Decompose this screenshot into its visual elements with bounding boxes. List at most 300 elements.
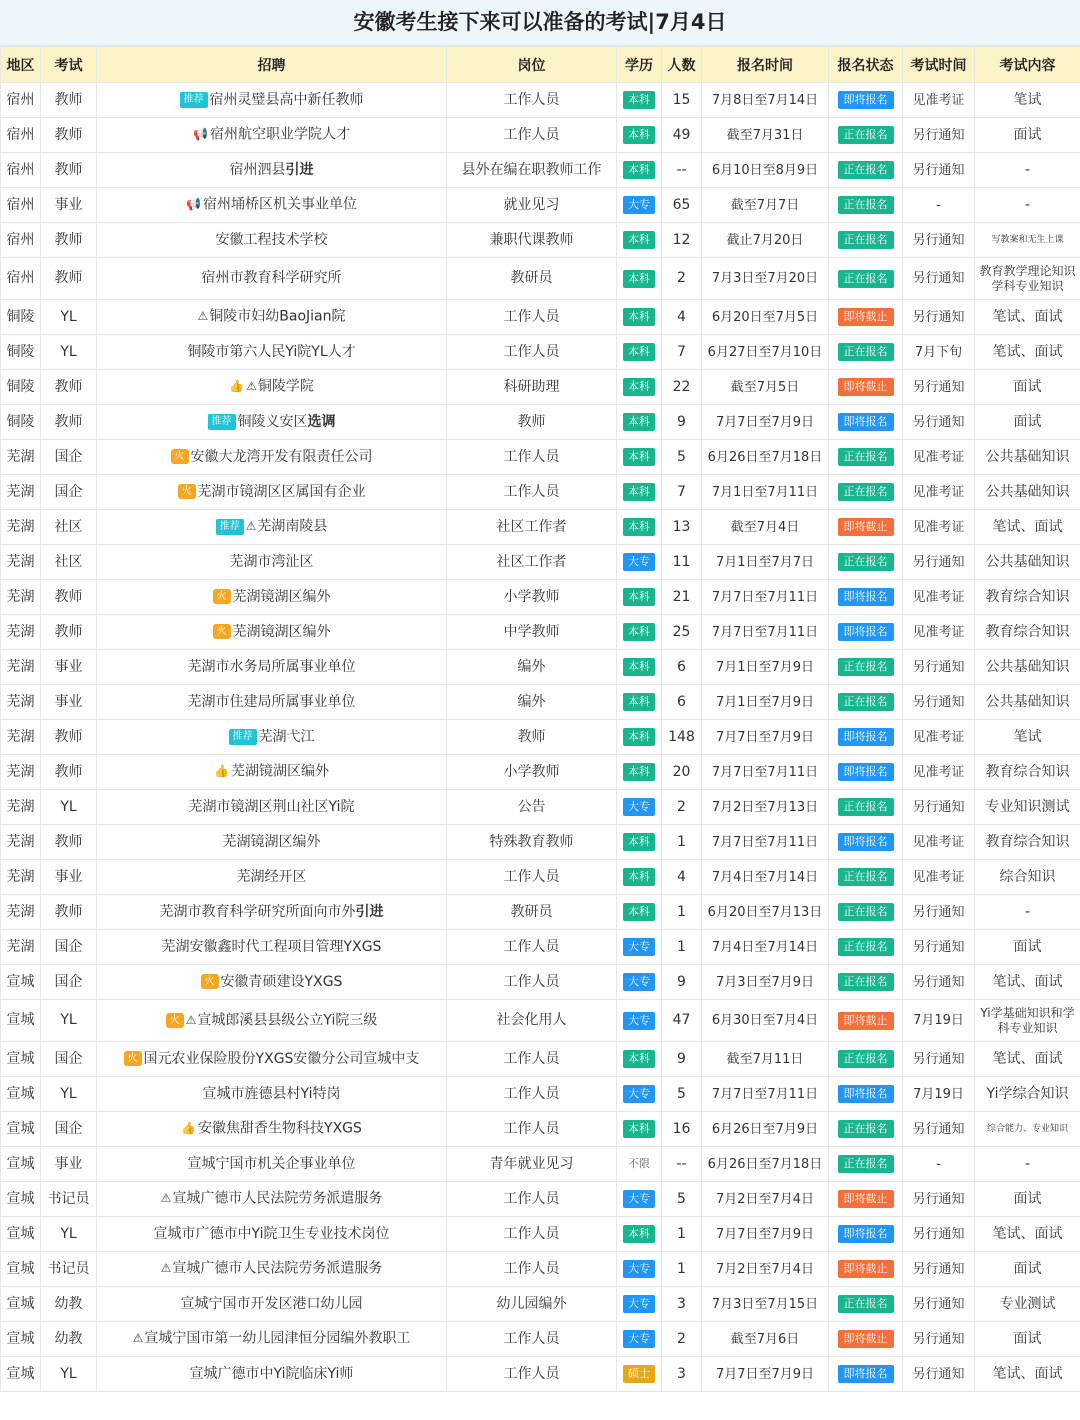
table-row xyxy=(1,1287,1080,1322)
cell-education xyxy=(617,1000,662,1042)
education-badge: 本科 xyxy=(623,91,655,109)
table-row xyxy=(1,545,1080,580)
cell-count: 5 xyxy=(662,1182,702,1217)
education-badge: 本科 xyxy=(623,378,655,396)
cell-education xyxy=(617,720,662,755)
warning-icon: ⚠ xyxy=(245,519,257,534)
table-row xyxy=(1,370,1080,405)
recruit-name: 芜湖市镜湖区区属国有企业 xyxy=(197,483,366,500)
cell-count: 49 xyxy=(662,118,702,153)
cell-exam-content: - xyxy=(975,188,1080,223)
cell-exam: YL xyxy=(41,300,97,335)
cell-status xyxy=(829,965,903,1000)
cell-exam: 社区 xyxy=(41,545,97,580)
cell-signup-time: 截至7月11日 xyxy=(702,1042,829,1077)
warning-icon: ⚠ xyxy=(160,1261,172,1276)
education-badge: 大专 xyxy=(623,973,655,991)
speaker-icon: 📢 xyxy=(193,127,208,142)
cell-recruit[interactable] xyxy=(97,1042,447,1077)
cell-exam-time: 另行通知 xyxy=(903,258,975,300)
cell-education xyxy=(617,860,662,895)
education-badge: 本科 xyxy=(623,1225,655,1243)
cell-education xyxy=(617,895,662,930)
table-row xyxy=(1,650,1080,685)
cell-recruit[interactable] xyxy=(97,370,447,405)
cell-post: 社区工作者 xyxy=(447,510,617,545)
cell-post: 工作人员 xyxy=(447,1042,617,1077)
cell-exam: YL xyxy=(41,1217,97,1252)
status-badge: 即将截止 xyxy=(838,1190,894,1208)
recruit-highlight: 引进 xyxy=(355,903,384,920)
status-badge: 即将报名 xyxy=(838,413,894,431)
cell-count: 3 xyxy=(662,1357,702,1392)
cell-education xyxy=(617,930,662,965)
cell-count: 9 xyxy=(662,405,702,440)
cell-count: 6 xyxy=(662,650,702,685)
cell-post: 社会化用人 xyxy=(447,1000,617,1042)
education-badge: 本科 xyxy=(623,833,655,851)
cell-exam-time: 另行通知 xyxy=(903,1112,975,1147)
cell-education xyxy=(617,258,662,300)
cell-region: 芜湖 xyxy=(1,860,41,895)
cell-recruit[interactable] xyxy=(97,1322,447,1357)
recruit-name: 宣城宁国市第一幼儿园津恒分园编外教职工 xyxy=(144,1330,411,1347)
table-row xyxy=(1,685,1080,720)
table-row xyxy=(1,153,1080,188)
cell-recruit[interactable] xyxy=(97,965,447,1000)
education-badge: 大专 xyxy=(623,1190,655,1208)
cell-education xyxy=(617,153,662,188)
exam-table xyxy=(0,46,1080,1392)
cell-signup-time: 6月26日至7月18日 xyxy=(702,440,829,475)
cell-status xyxy=(829,1357,903,1392)
cell-education xyxy=(617,475,662,510)
header-education: 学历 xyxy=(617,47,662,83)
header-post: 岗位 xyxy=(447,47,617,83)
cell-recruit[interactable] xyxy=(97,475,447,510)
cell-exam-content: 面试 xyxy=(975,118,1080,153)
cell-post: 工作人员 xyxy=(447,475,617,510)
recruit-name: 宣城宁国市机关企事业单位 xyxy=(187,1155,356,1172)
education-badge: 本科 xyxy=(623,518,655,536)
cell-post: 工作人员 xyxy=(447,1182,617,1217)
cell-signup-time: 截至7月5日 xyxy=(702,370,829,405)
cell-exam-time: 见准考证 xyxy=(903,755,975,790)
cell-signup-time: 7月1日至7月11日 xyxy=(702,475,829,510)
cell-exam-content: 写教案和无生上课 xyxy=(975,223,1080,258)
table-header-row xyxy=(1,47,1080,83)
recommend-badge: 推荐 xyxy=(229,729,257,745)
status-badge: 正在报名 xyxy=(838,483,894,501)
cell-recruit[interactable] xyxy=(97,790,447,825)
cell-signup-time: 7月3日至7月9日 xyxy=(702,965,829,1000)
cell-signup-time: 7月8日至7月14日 xyxy=(702,83,829,118)
thumbs-up-icon: 👍 xyxy=(229,379,245,394)
cell-recruit[interactable] xyxy=(97,153,447,188)
education-badge: 本科 xyxy=(623,343,655,361)
cell-post: 教研员 xyxy=(447,258,617,300)
cell-post: 工作人员 xyxy=(447,440,617,475)
cell-education xyxy=(617,755,662,790)
cell-region: 宣城 xyxy=(1,1000,41,1042)
cell-education xyxy=(617,223,662,258)
cell-exam-time: 另行通知 xyxy=(903,930,975,965)
cell-region: 宣城 xyxy=(1,1182,41,1217)
cell-recruit[interactable] xyxy=(97,83,447,118)
table-row xyxy=(1,1217,1080,1252)
cell-recruit[interactable] xyxy=(97,580,447,615)
cell-post: 兼职代课教师 xyxy=(447,223,617,258)
cell-exam: 教师 xyxy=(41,720,97,755)
cell-status xyxy=(829,223,903,258)
cell-exam-time: 见准考证 xyxy=(903,860,975,895)
cell-signup-time: 截至7月6日 xyxy=(702,1322,829,1357)
table-row xyxy=(1,1182,1080,1217)
recruit-name: 芜湖市住建局所属事业单位 xyxy=(187,693,356,710)
cell-exam-content: 教育教学理论知识学科专业知识 xyxy=(975,258,1080,300)
cell-post: 工作人员 xyxy=(447,1322,617,1357)
table-row xyxy=(1,930,1080,965)
header-count: 人数 xyxy=(662,47,702,83)
cell-recruit[interactable] xyxy=(97,223,447,258)
cell-exam-time: 另行通知 xyxy=(903,1252,975,1287)
cell-education xyxy=(617,545,662,580)
cell-exam-time: 另行通知 xyxy=(903,965,975,1000)
cell-recruit[interactable] xyxy=(97,650,447,685)
cell-recruit[interactable] xyxy=(97,405,447,440)
cell-status xyxy=(829,1217,903,1252)
cell-count: 148 xyxy=(662,720,702,755)
thumbs-up-icon: 👍 xyxy=(181,1121,197,1136)
status-badge: 正在报名 xyxy=(838,270,894,288)
cell-count: 15 xyxy=(662,83,702,118)
table-row xyxy=(1,258,1080,300)
cell-region: 宿州 xyxy=(1,118,41,153)
status-badge: 正在报名 xyxy=(838,231,894,249)
cell-post: 小学教师 xyxy=(447,580,617,615)
cell-education xyxy=(617,188,662,223)
cell-post: 就业见习 xyxy=(447,188,617,223)
cell-exam-time: 7月19日 xyxy=(903,1000,975,1042)
fire-icon: 火 xyxy=(213,624,231,639)
cell-signup-time: 6月20日至7月13日 xyxy=(702,895,829,930)
table-row xyxy=(1,615,1080,650)
cell-exam-content: 笔试、面试 xyxy=(975,510,1080,545)
cell-recruit[interactable] xyxy=(97,860,447,895)
cell-exam-time: 7月下旬 xyxy=(903,335,975,370)
cell-education xyxy=(617,1182,662,1217)
cell-count: 5 xyxy=(662,1077,702,1112)
cell-status xyxy=(829,545,903,580)
cell-education xyxy=(617,825,662,860)
cell-education xyxy=(617,1147,662,1182)
cell-signup-time: 7月7日至7月9日 xyxy=(702,405,829,440)
cell-exam-content: 笔试 xyxy=(975,720,1080,755)
cell-signup-time: 7月7日至7月11日 xyxy=(702,825,829,860)
cell-signup-time: 截至7月4日 xyxy=(702,510,829,545)
cell-recruit[interactable] xyxy=(97,1357,447,1392)
warning-icon: ⚠ xyxy=(197,309,209,324)
cell-post: 小学教师 xyxy=(447,755,617,790)
status-badge: 即将报名 xyxy=(838,91,894,109)
education-badge: 大专 xyxy=(623,1330,655,1348)
recruit-name: 铜陵学院 xyxy=(257,378,314,395)
cell-recruit[interactable] xyxy=(97,1112,447,1147)
cell-exam-time: 另行通知 xyxy=(903,1322,975,1357)
cell-status xyxy=(829,1077,903,1112)
education-badge: 本科 xyxy=(623,588,655,606)
education-badge: 本科 xyxy=(623,903,655,921)
cell-recruit[interactable] xyxy=(97,1147,447,1182)
cell-exam-content: - xyxy=(975,1147,1080,1182)
cell-exam-time: 另行通知 xyxy=(903,223,975,258)
status-badge: 即将报名 xyxy=(838,1225,894,1243)
cell-exam: YL xyxy=(41,790,97,825)
cell-post: 教师 xyxy=(447,405,617,440)
education-badge: 本科 xyxy=(623,126,655,144)
cell-count: 9 xyxy=(662,965,702,1000)
cell-status xyxy=(829,153,903,188)
cell-exam-time: 见准考证 xyxy=(903,580,975,615)
cell-post: 工作人员 xyxy=(447,1112,617,1147)
status-badge: 正在报名 xyxy=(838,1295,894,1313)
table-row xyxy=(1,1042,1080,1077)
education-badge: 本科 xyxy=(623,483,655,501)
cell-status xyxy=(829,1147,903,1182)
cell-exam-time: 另行通知 xyxy=(903,790,975,825)
recruit-name: 芜湖镜湖区编外 xyxy=(222,833,321,850)
cell-recruit[interactable] xyxy=(97,118,447,153)
header-exam-content: 考试内容 xyxy=(975,47,1080,83)
cell-recruit[interactable] xyxy=(97,825,447,860)
cell-exam-time: 见准考证 xyxy=(903,720,975,755)
cell-status xyxy=(829,825,903,860)
cell-recruit[interactable] xyxy=(97,1182,447,1217)
status-badge: 即将报名 xyxy=(838,1365,894,1383)
header-exam: 考试 xyxy=(41,47,97,83)
cell-recruit[interactable] xyxy=(97,188,447,223)
cell-count: 25 xyxy=(662,615,702,650)
cell-exam: 事业 xyxy=(41,860,97,895)
cell-count: 12 xyxy=(662,223,702,258)
cell-recruit[interactable] xyxy=(97,440,447,475)
table-row xyxy=(1,790,1080,825)
warning-icon: ⚠ xyxy=(185,1012,197,1027)
cell-exam-time: 另行通知 xyxy=(903,685,975,720)
cell-recruit[interactable] xyxy=(97,755,447,790)
cell-recruit[interactable] xyxy=(97,335,447,370)
cell-recruit[interactable] xyxy=(97,685,447,720)
cell-exam-content: 教育综合知识 xyxy=(975,615,1080,650)
cell-exam-content: 面试 xyxy=(975,1322,1080,1357)
cell-status xyxy=(829,720,903,755)
cell-signup-time: 6月20日至7月5日 xyxy=(702,300,829,335)
cell-post: 教研员 xyxy=(447,895,617,930)
cell-count: 16 xyxy=(662,1112,702,1147)
recruit-name: 芜湖镜湖区编外 xyxy=(230,763,329,780)
cell-status xyxy=(829,860,903,895)
warning-icon: ⚠ xyxy=(132,1331,144,1346)
status-badge: 正在报名 xyxy=(838,448,894,466)
cell-post: 工作人员 xyxy=(447,1077,617,1112)
cell-exam: 幼教 xyxy=(41,1287,97,1322)
recruit-name: 宣城广德市中Yi院临床Yi师 xyxy=(189,1365,354,1382)
cell-count: 22 xyxy=(662,370,702,405)
status-badge: 正在报名 xyxy=(838,798,894,816)
table-row xyxy=(1,300,1080,335)
cell-recruit[interactable] xyxy=(97,258,447,300)
cell-recruit[interactable] xyxy=(97,1077,447,1112)
table-row xyxy=(1,1357,1080,1392)
status-badge: 即将报名 xyxy=(838,763,894,781)
cell-exam: 国企 xyxy=(41,965,97,1000)
cell-exam: 国企 xyxy=(41,930,97,965)
cell-status xyxy=(829,440,903,475)
cell-exam-content: 公共基础知识 xyxy=(975,685,1080,720)
cell-recruit[interactable] xyxy=(97,615,447,650)
recruit-name: 芜湖市教育科学研究所面向市外 xyxy=(159,903,356,920)
cell-exam-content: Yi学基础知识和学科专业知识 xyxy=(975,1000,1080,1042)
cell-signup-time: 截至7月7日 xyxy=(702,188,829,223)
cell-status xyxy=(829,258,903,300)
recruit-name: 安徽青硕建设YXGS xyxy=(220,973,343,990)
cell-exam: 事业 xyxy=(41,685,97,720)
cell-exam-time: 见准考证 xyxy=(903,825,975,860)
cell-exam: 事业 xyxy=(41,1147,97,1182)
cell-region: 芜湖 xyxy=(1,545,41,580)
recruit-name: 宿州泗县 xyxy=(229,161,286,178)
cell-recruit[interactable] xyxy=(97,300,447,335)
cell-count: 21 xyxy=(662,580,702,615)
cell-status xyxy=(829,685,903,720)
cell-exam: 书记员 xyxy=(41,1182,97,1217)
header-recruit: 招聘 xyxy=(97,47,447,83)
cell-exam-content: 教育综合知识 xyxy=(975,580,1080,615)
education-badge: 本科 xyxy=(623,1120,655,1138)
education-badge: 本科 xyxy=(623,308,655,326)
cell-signup-time: 截至7月31日 xyxy=(702,118,829,153)
cell-count: 11 xyxy=(662,545,702,580)
cell-status xyxy=(829,755,903,790)
status-badge: 即将报名 xyxy=(838,728,894,746)
cell-region: 芜湖 xyxy=(1,650,41,685)
table-row xyxy=(1,475,1080,510)
recruit-name: 芜湖镜湖区编外 xyxy=(232,588,331,605)
status-badge: 正在报名 xyxy=(838,126,894,144)
cell-education xyxy=(617,1217,662,1252)
cell-post: 中学教师 xyxy=(447,615,617,650)
cell-post: 工作人员 xyxy=(447,335,617,370)
cell-exam: 幼教 xyxy=(41,1322,97,1357)
cell-exam-content: - xyxy=(975,895,1080,930)
cell-recruit[interactable] xyxy=(97,1287,447,1322)
cell-recruit[interactable] xyxy=(97,720,447,755)
cell-recruit[interactable] xyxy=(97,1000,447,1042)
cell-region: 芜湖 xyxy=(1,720,41,755)
recruit-name: 国元农业保险股份YXGS安徽分公司宣城中支 xyxy=(143,1050,420,1067)
education-badge: 大专 xyxy=(623,553,655,571)
status-badge: 正在报名 xyxy=(838,161,894,179)
cell-signup-time: 6月10日至8月9日 xyxy=(702,153,829,188)
recruit-name: 宣城市旌德县村Yi特岗 xyxy=(202,1085,341,1102)
cell-recruit[interactable] xyxy=(97,510,447,545)
cell-education xyxy=(617,1287,662,1322)
cell-exam-time: 见准考证 xyxy=(903,440,975,475)
fire-icon: 火 xyxy=(124,1051,142,1066)
education-badge: 本科 xyxy=(623,448,655,466)
cell-signup-time: 6月27日至7月10日 xyxy=(702,335,829,370)
cell-exam-content: 公共基础知识 xyxy=(975,650,1080,685)
cell-count: 5 xyxy=(662,440,702,475)
cell-exam: 书记员 xyxy=(41,1252,97,1287)
recruit-name: 宣城广德市人民法院劳务派遣服务 xyxy=(172,1260,383,1277)
cell-region: 宣城 xyxy=(1,1357,41,1392)
cell-region: 铜陵 xyxy=(1,335,41,370)
cell-recruit[interactable] xyxy=(97,895,447,930)
cell-status xyxy=(829,300,903,335)
cell-recruit[interactable] xyxy=(97,930,447,965)
table-row xyxy=(1,405,1080,440)
status-badge: 即将报名 xyxy=(838,833,894,851)
cell-signup-time: 7月7日至7月11日 xyxy=(702,1077,829,1112)
status-badge: 即将报名 xyxy=(838,588,894,606)
header-region: 地区 xyxy=(1,47,41,83)
cell-signup-time: 7月7日至7月9日 xyxy=(702,720,829,755)
status-badge: 正在报名 xyxy=(838,1050,894,1068)
cell-exam-time: 另行通知 xyxy=(903,118,975,153)
cell-exam: 国企 xyxy=(41,1112,97,1147)
cell-count: 20 xyxy=(662,755,702,790)
status-badge: 正在报名 xyxy=(838,973,894,991)
cell-exam-time: 另行通知 xyxy=(903,895,975,930)
table-row xyxy=(1,1000,1080,1042)
status-badge: 正在报名 xyxy=(838,693,894,711)
cell-count: 47 xyxy=(662,1000,702,1042)
page-title: 安徽考生接下来可以准备的考试|7月4日 xyxy=(0,0,1080,46)
cell-signup-time: 7月1日至7月9日 xyxy=(702,685,829,720)
cell-status xyxy=(829,188,903,223)
status-badge: 正在报名 xyxy=(838,868,894,886)
cell-region: 宿州 xyxy=(1,223,41,258)
warning-icon: ⚠ xyxy=(160,1191,172,1206)
table-row xyxy=(1,223,1080,258)
cell-region: 宿州 xyxy=(1,188,41,223)
cell-recruit[interactable] xyxy=(97,1217,447,1252)
cell-exam: YL xyxy=(41,335,97,370)
table-row xyxy=(1,440,1080,475)
cell-signup-time: 7月7日至7月11日 xyxy=(702,755,829,790)
cell-exam: 教师 xyxy=(41,118,97,153)
cell-region: 宣城 xyxy=(1,1252,41,1287)
cell-signup-time: 6月26日至7月9日 xyxy=(702,1112,829,1147)
status-badge: 正在报名 xyxy=(838,1120,894,1138)
cell-count: 4 xyxy=(662,860,702,895)
cell-count: 1 xyxy=(662,1252,702,1287)
header-exam-time: 考试时间 xyxy=(903,47,975,83)
cell-exam: 事业 xyxy=(41,650,97,685)
recruit-name: 宿州埇桥区机关事业单位 xyxy=(202,196,357,213)
header-signup-status: 报名状态 xyxy=(829,47,903,83)
cell-recruit[interactable] xyxy=(97,1252,447,1287)
cell-education xyxy=(617,1252,662,1287)
cell-education xyxy=(617,1112,662,1147)
cell-education xyxy=(617,300,662,335)
status-badge: 即将截止 xyxy=(838,1260,894,1278)
cell-recruit[interactable] xyxy=(97,545,447,580)
education-badge: 大专 xyxy=(623,938,655,956)
cell-count: 9 xyxy=(662,1042,702,1077)
status-badge: 即将报名 xyxy=(838,1085,894,1103)
